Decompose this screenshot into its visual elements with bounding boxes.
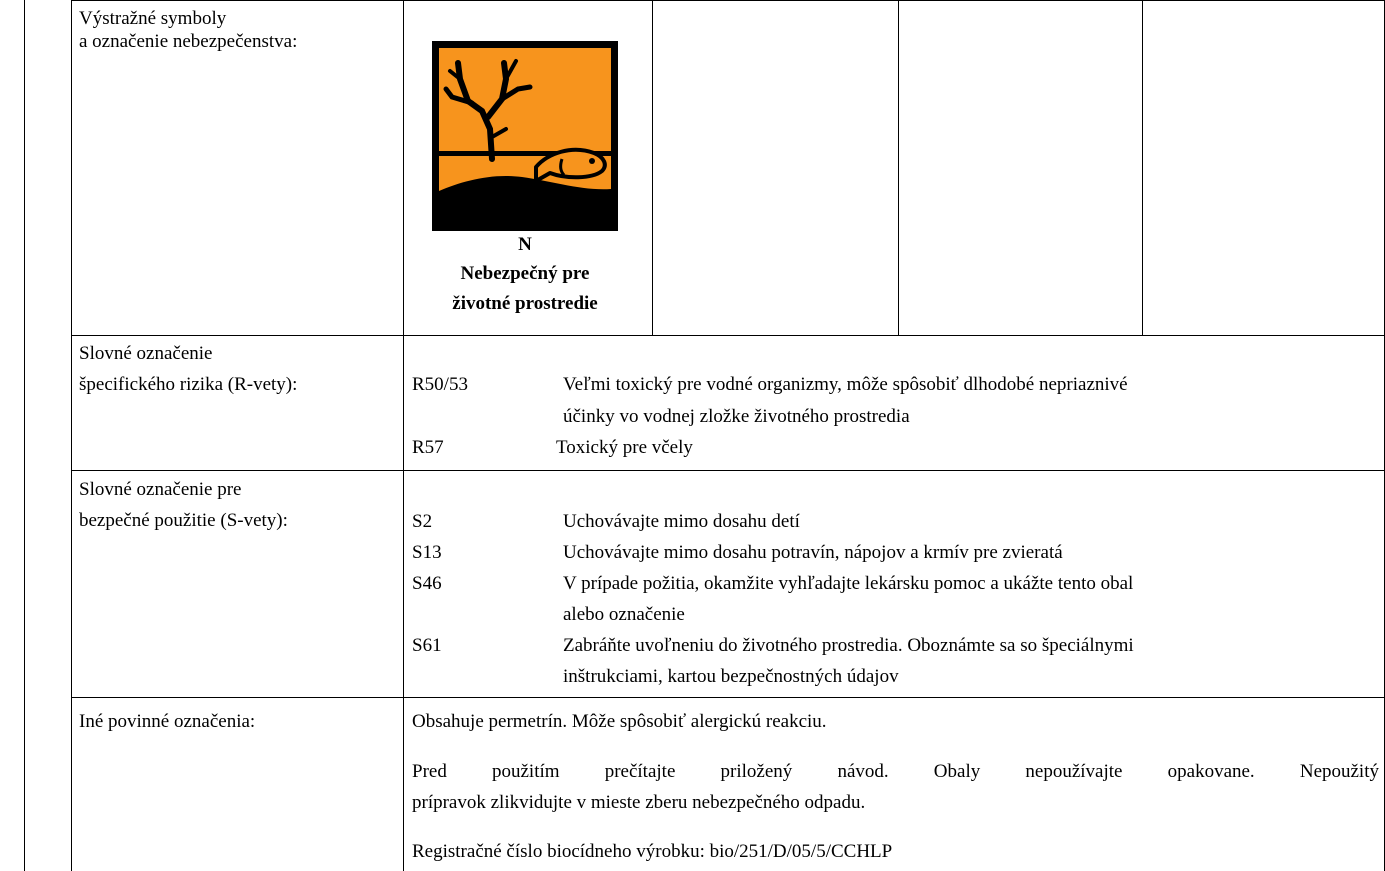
r-phrases-label-line1: Slovné označenie: [79, 343, 213, 364]
other-label: Iné povinné označenia:: [79, 711, 256, 732]
s-phrases-label-line2: bezpečné použitie (S-vety):: [79, 510, 288, 531]
s-phrase-code: S13: [412, 542, 442, 563]
hazard-caption-line1: Nebezpečný pre: [460, 263, 590, 284]
other-paragraph-2-line1: Pred použitím prečítajte priložený návod. Obaly nepoužívajte opakovane. Nepoužitý: [412, 761, 1379, 782]
other-paragraph-1: Obsahuje permetrín. Môže spôsobiť alergickú reakciu.: [412, 711, 827, 732]
environment-hazard-icon: [432, 41, 618, 231]
s-phrase-text: inštrukciami, kartou bezpečnostných údajov: [563, 666, 899, 687]
s-phrase-code: S46: [412, 573, 442, 594]
row-divider-1: [71, 335, 1385, 336]
hazard-label-line2: a označenie nebezpečenstva:: [79, 31, 298, 52]
hazard-caption-line2: životné prostredie: [452, 293, 598, 314]
s-phrase-text: Uchovávajte mimo dosahu detí: [563, 511, 800, 532]
table-border-left-inner: [71, 0, 72, 871]
symbol-column-border: [652, 0, 653, 335]
s-phrases-label-line1: Slovné označenie pre: [79, 479, 242, 500]
r-phrase-text: Veľmi toxický pre vodné organizmy, môže spôsobiť dlhodobé nepriaznivé: [563, 374, 1128, 395]
row-divider-2: [71, 470, 1385, 471]
hazard-label-line1: Výstražné symboly: [79, 8, 227, 29]
s-phrase-text: V prípade požitia, okamžite vyhľadajte lekársku pomoc a ukážte tento obal: [563, 573, 1134, 594]
r-phrase-code: R57: [412, 437, 444, 458]
row-divider-3: [71, 697, 1385, 698]
other-paragraph-2-line2: prípravok zlikvidujte v mieste zberu nebezpečného odpadu.: [412, 792, 866, 813]
s-phrase-text: Uchovávajte mimo dosahu potravín, nápojov a krmív pre zvieratá: [563, 542, 1063, 563]
r-phrase-text: účinky vo vodnej zložke životného prostredia: [563, 406, 910, 427]
table-border-left: [24, 0, 25, 871]
s-phrase-text: alebo označenie: [563, 604, 685, 625]
s-phrase-code: S61: [412, 635, 442, 656]
registration-number: Registračné číslo biocídneho výrobku: bio/251/D/05/5/CCHLP: [412, 841, 893, 862]
r-phrase-text: Toxický pre včely: [556, 437, 693, 458]
r-phrases-label-line2: špecifického rizika (R-vety):: [79, 374, 298, 395]
table-border-top: [71, 0, 1385, 1]
empty-column-border-2: [1142, 0, 1143, 335]
empty-column-border-1: [898, 0, 899, 335]
s-phrase-code: S2: [412, 511, 433, 532]
s-phrase-text: Zabráňte uvoľneniu do životného prostredia. Oboznámte sa so špeciálnymi: [563, 635, 1134, 656]
hazard-symbol-letter: N: [518, 234, 532, 255]
r-phrase-code: R50/53: [412, 374, 468, 395]
label-column-border: [403, 0, 404, 871]
